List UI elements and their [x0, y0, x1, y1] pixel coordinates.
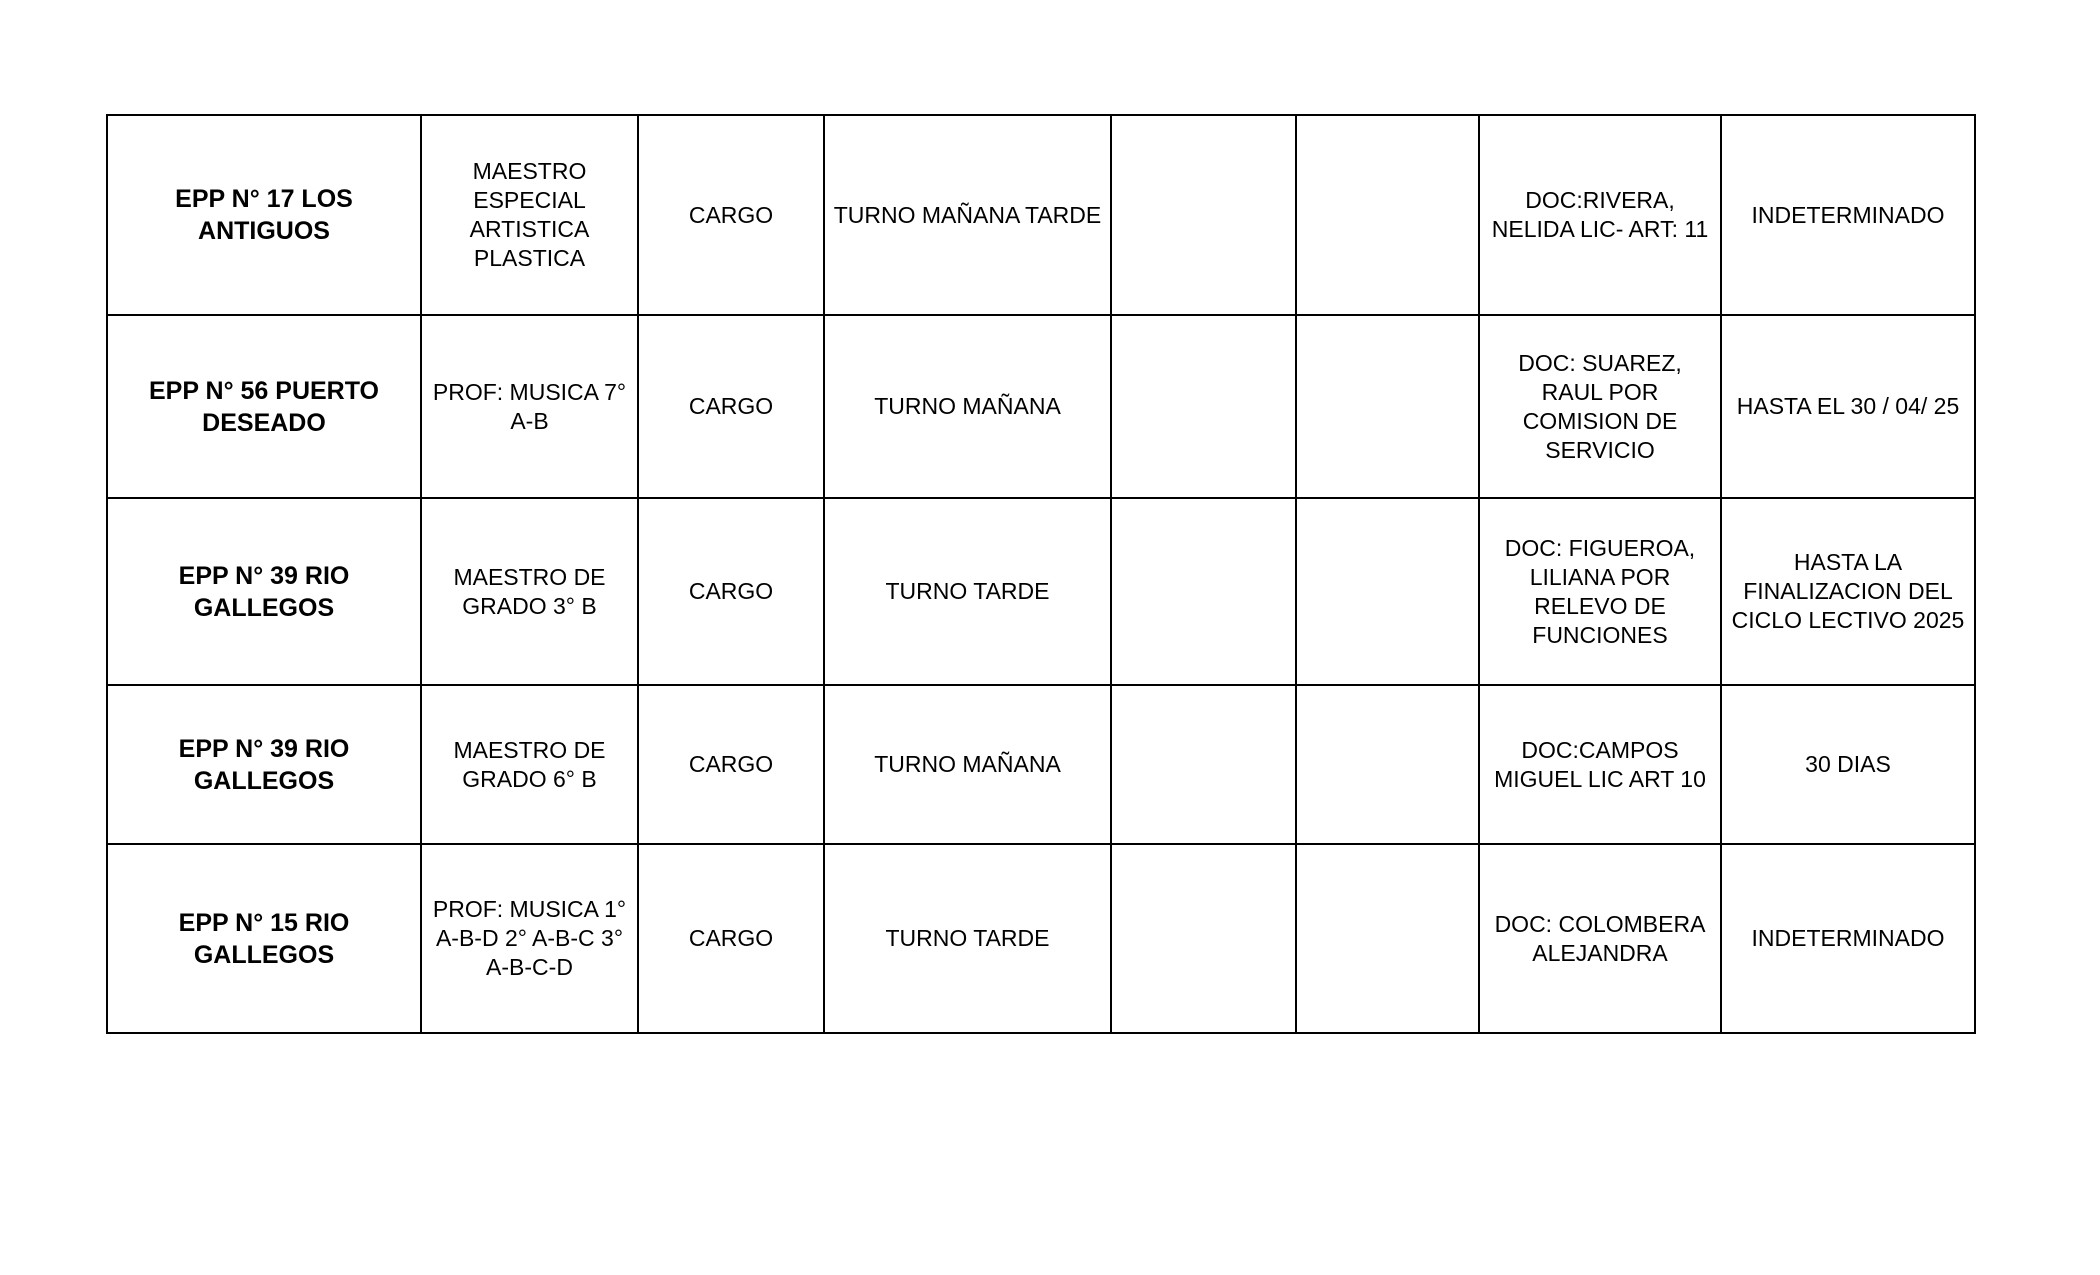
- empty-cell: [1111, 844, 1296, 1033]
- empty-cell: [1111, 315, 1296, 498]
- school-cell: EPP N° 15 RIO GALLEGOS: [107, 844, 421, 1033]
- empty-cell: [1111, 498, 1296, 685]
- duration-cell: 30 DIAS: [1721, 685, 1975, 844]
- shift-cell: TURNO TARDE: [824, 844, 1111, 1033]
- shift-cell: TURNO MAÑANA: [824, 685, 1111, 844]
- table-row: [107, 315, 1975, 498]
- school-cell: EPP N° 17 LOS ANTIGUOS: [107, 115, 421, 315]
- type-cell: CARGO: [638, 844, 824, 1033]
- empty-cell: [1296, 844, 1479, 1033]
- replacement-cell: DOC:CAMPOS MIGUEL LIC ART 10: [1479, 685, 1721, 844]
- table-row: [107, 498, 1975, 685]
- replacement-cell: DOC: SUAREZ, RAUL POR COMISION DE SERVICIO: [1479, 315, 1721, 498]
- empty-cell: [1296, 115, 1479, 315]
- type-cell: CARGO: [638, 498, 824, 685]
- duration-cell: INDETERMINADO: [1721, 115, 1975, 315]
- type-cell: CARGO: [638, 685, 824, 844]
- position-cell: MAESTRO DE GRADO 3° B: [421, 498, 638, 685]
- duration-cell: HASTA LA FINALIZACION DEL CICLO LECTIVO 2025: [1721, 498, 1975, 685]
- empty-cell: [1111, 685, 1296, 844]
- empty-cell: [1296, 315, 1479, 498]
- table-row: [107, 115, 1975, 315]
- replacement-cell: DOC: FIGUEROA, LILIANA POR RELEVO DE FUNCIONES: [1479, 498, 1721, 685]
- replacement-cell: DOC: COLOMBERA ALEJANDRA: [1479, 844, 1721, 1033]
- shift-cell: TURNO MAÑANA: [824, 315, 1111, 498]
- position-cell: PROF: MUSICA 7° A-B: [421, 315, 638, 498]
- school-cell: EPP N° 56 PUERTO DESEADO: [107, 315, 421, 498]
- empty-cell: [1296, 685, 1479, 844]
- duration-cell: INDETERMINADO: [1721, 844, 1975, 1033]
- vacancy-table: [106, 114, 1976, 1034]
- table-row: [107, 844, 1975, 1033]
- position-cell: MAESTRO ESPECIAL ARTISTICA PLASTICA: [421, 115, 638, 315]
- school-cell: EPP N° 39 RIO GALLEGOS: [107, 685, 421, 844]
- empty-cell: [1296, 498, 1479, 685]
- table-row: [107, 685, 1975, 844]
- empty-cell: [1111, 115, 1296, 315]
- type-cell: CARGO: [638, 315, 824, 498]
- duration-cell: HASTA EL 30 / 04/ 25: [1721, 315, 1975, 498]
- shift-cell: TURNO MAÑANA TARDE: [824, 115, 1111, 315]
- type-cell: CARGO: [638, 115, 824, 315]
- replacement-cell: DOC:RIVERA, NELIDA LIC- ART: 11: [1479, 115, 1721, 315]
- shift-cell: TURNO TARDE: [824, 498, 1111, 685]
- position-cell: MAESTRO DE GRADO 6° B: [421, 685, 638, 844]
- school-cell: EPP N° 39 RIO GALLEGOS: [107, 498, 421, 685]
- position-cell: PROF: MUSICA 1° A-B-D 2° A-B-C 3° A-B-C-D: [421, 844, 638, 1033]
